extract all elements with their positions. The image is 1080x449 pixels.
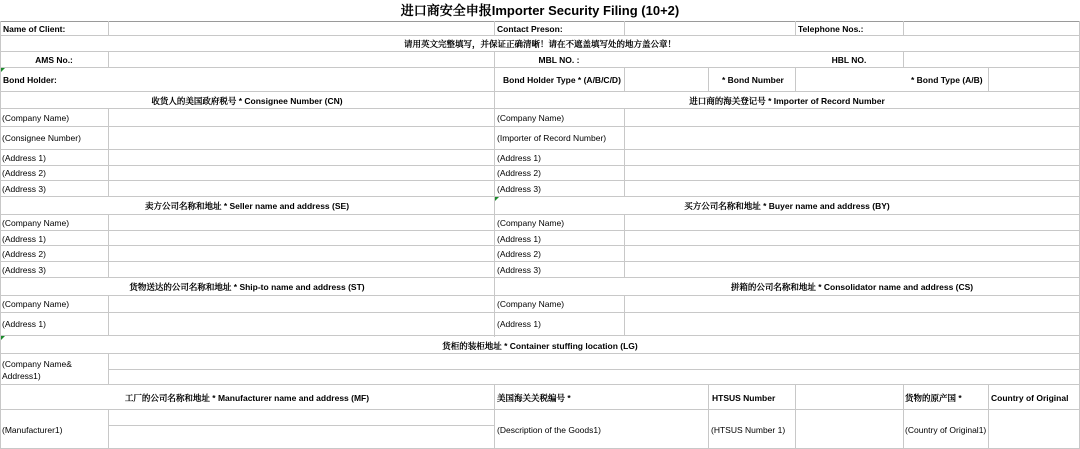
- importer-addr1-field[interactable]: [625, 150, 1079, 165]
- importer-number-label: (Importer of Record Number): [497, 133, 607, 143]
- shipto-company-field[interactable]: [109, 296, 494, 312]
- consignee-addr3-field[interactable]: [109, 181, 494, 196]
- stuffing-section-title: 货柜的装柜地址 * Container stuffing location (LG): [442, 341, 638, 351]
- consignee-addr1-label: (Address 1): [2, 153, 46, 163]
- ams-field[interactable]: [109, 52, 494, 67]
- mbl-field[interactable]: [625, 52, 795, 67]
- grid-line: [903, 384, 904, 449]
- buyer-addr2-field[interactable]: [625, 246, 1079, 261]
- grid-line: [494, 384, 495, 449]
- seller-company-field[interactable]: [109, 215, 494, 230]
- goods1-label: (Description of the Goods1): [497, 425, 601, 435]
- importer-addr3-field[interactable]: [625, 181, 1079, 196]
- shipto-section-title: 货物送达的公司名称和地址 * Ship-to name and address (ST): [129, 282, 365, 292]
- origin1-label: (Country of Original1): [905, 425, 987, 435]
- buyer-company-field[interactable]: [625, 215, 1079, 230]
- contact-field[interactable]: [625, 22, 795, 35]
- htsus-header: HTSUS Number: [712, 393, 776, 403]
- grid-line: [708, 67, 709, 92]
- importer-addr2-label: (Address 2): [497, 168, 541, 178]
- consignee-company-label: (Company Name): [2, 113, 70, 123]
- buyer-addr3-field[interactable]: [625, 262, 1079, 277]
- consignee-addr2-field[interactable]: [109, 166, 494, 180]
- telephone-label: Telephone Nos.:: [798, 24, 864, 34]
- consolidator-company-label: (Company Name): [497, 299, 565, 309]
- seller-addr2-label: (Address 2): [2, 249, 46, 259]
- consignee-section-title: 收货人的美国政府税号 * Consignee Number (CN): [151, 96, 343, 106]
- seller-section-title: 卖方公司名称和地址 * Seller name and address (SE): [144, 201, 350, 211]
- seller-company-label: (Company Name): [2, 218, 70, 228]
- comment-marker: [1, 68, 5, 72]
- htsus1-field[interactable]: [796, 410, 903, 448]
- shipto-addr1-field[interactable]: [109, 313, 494, 335]
- comment-marker: [1, 336, 5, 340]
- consignee-addr3-label: (Address 3): [2, 184, 46, 194]
- grid-line: [795, 21, 796, 36]
- contact-label: Contact Preson:: [497, 24, 563, 34]
- bond-holder-field[interactable]: [109, 68, 494, 91]
- seller-addr3-label: (Address 3): [2, 265, 46, 275]
- grid-line: [494, 51, 495, 337]
- shipto-company-label: (Company Name): [2, 299, 70, 309]
- importer-number-field[interactable]: [625, 127, 1079, 149]
- grid-line: [0, 91, 1080, 92]
- seller-addr1-field[interactable]: [109, 231, 494, 245]
- seller-addr2-field[interactable]: [109, 246, 494, 261]
- manufacturer-section-title: 工厂的公司名称和地址 * Manufacturer name and address (MF): [124, 393, 370, 403]
- hbl-label: HBL NO.: [831, 55, 867, 65]
- bond-type-field[interactable]: [989, 68, 1079, 91]
- buyer-section-title: 买方公司名称和地址 * Buyer name and address (BY): [684, 201, 890, 211]
- buyer-addr2-label: (Address 2): [497, 249, 541, 259]
- grid-line: [0, 384, 1080, 385]
- seller-addr3-field[interactable]: [109, 262, 494, 277]
- importer-addr1-label: (Address 1): [497, 153, 541, 163]
- stuffing-field[interactable]: [109, 354, 1079, 384]
- consolidator-company-field[interactable]: [625, 296, 1079, 312]
- grid-line: [0, 196, 1080, 197]
- bond-type-label: * Bond Type (A/B): [911, 75, 983, 85]
- stuffing-label-line2: Address1): [2, 371, 41, 381]
- importer-company-label: (Company Name): [497, 113, 565, 123]
- consignee-number-label: (Consignee Number): [2, 133, 81, 143]
- importer-section-title: 进口商的海关登记号 * Importer of Record Number: [689, 96, 885, 106]
- consolidator-addr1-label: (Address 1): [497, 319, 541, 329]
- buyer-addr3-label: (Address 3): [497, 265, 541, 275]
- origin-en-header: Country of Original: [991, 393, 1069, 403]
- bond-number-label: * Bond Number: [722, 75, 784, 85]
- bond-holder-type-field[interactable]: [625, 68, 708, 91]
- seller-addr1-label: (Address 1): [2, 234, 46, 244]
- client-field[interactable]: [109, 22, 494, 35]
- shipto-addr1-label: (Address 1): [2, 319, 46, 329]
- mbl-label: MBL NO. :: [538, 55, 580, 65]
- manufacturer1-label: (Manufacturer1): [2, 425, 63, 435]
- consignee-company-field[interactable]: [109, 109, 494, 126]
- customs-code-header: 美国海关关税编号 *: [497, 393, 571, 403]
- grid-line: [0, 35, 1080, 36]
- grid-line: [0, 335, 1080, 336]
- consolidator-addr1-field[interactable]: [625, 313, 1079, 335]
- telephone-field[interactable]: [904, 22, 1079, 35]
- grid-line: [708, 384, 709, 449]
- origin1-field[interactable]: [989, 410, 1079, 448]
- client-label: Name of Client:: [3, 24, 66, 34]
- consolidator-section-title: 拼箱的公司名称和地址 * Consolidator name and address (CS): [730, 282, 974, 292]
- consignee-number-field[interactable]: [109, 127, 494, 149]
- importer-addr2-field[interactable]: [625, 166, 1079, 180]
- hbl-field[interactable]: [904, 52, 1079, 67]
- grid-line: [0, 277, 1080, 278]
- htsus1-label: (HTSUS Number 1): [711, 425, 786, 435]
- importer-addr3-label: (Address 3): [497, 184, 541, 194]
- consignee-addr2-label: (Address 2): [2, 168, 46, 178]
- buyer-addr1-label: (Address 1): [497, 234, 541, 244]
- importer-company-field[interactable]: [625, 109, 1079, 126]
- notice-text: 请用英文完整填写，并保证正确清晰！请在不遮盖填写处的地方盖公章！: [403, 39, 676, 49]
- grid-line: [0, 21, 1, 449]
- buyer-addr1-field[interactable]: [625, 231, 1079, 245]
- buyer-company-label: (Company Name): [497, 218, 565, 228]
- bond-number-field[interactable]: [796, 68, 903, 91]
- bond-holder-label: Bond Holder:: [3, 75, 57, 85]
- origin-cn-header: 货物的原产国 *: [905, 393, 962, 403]
- grid-line: [494, 21, 495, 36]
- consignee-addr1-field[interactable]: [109, 150, 494, 165]
- form-title: 进口商安全申报Importer Security Filing (10+2): [400, 3, 680, 18]
- manufacturer1-field[interactable]: [109, 410, 494, 448]
- bond-holder-type-label: Bond Holder Type * (A/B/C/D): [503, 75, 621, 85]
- stuffing-label-line1: (Company Name&: [2, 359, 72, 369]
- ams-label: AMS No.:: [35, 55, 73, 65]
